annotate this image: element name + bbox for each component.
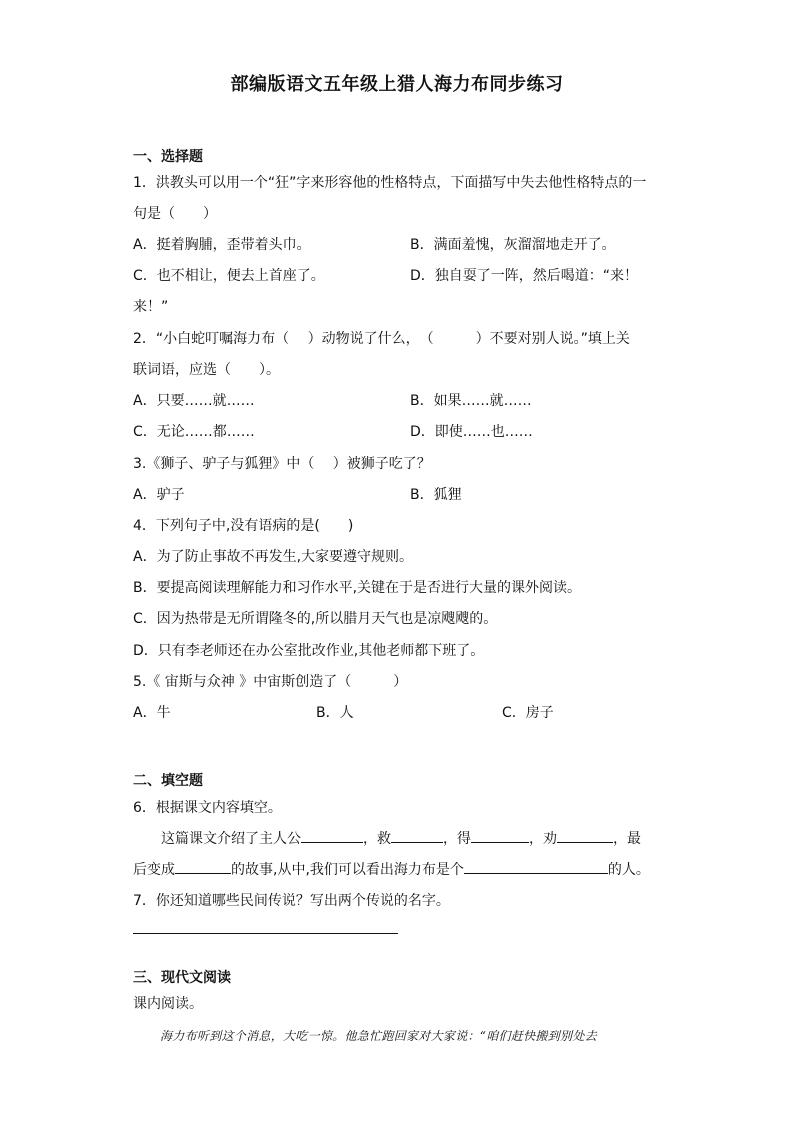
q2-option-c: C．无论……都…… [133, 424, 255, 440]
q6-blank-persuaded[interactable] [557, 828, 613, 843]
q6-text-2: ，救 [363, 831, 391, 847]
q1-option-d-continued: 来！” [133, 299, 169, 315]
q6-stem: 6．根据课文内容填空。 [133, 800, 282, 816]
q6-text-5: ，最 [613, 831, 641, 847]
q6-paragraph-line2 [133, 859, 650, 879]
q5-stem: 5.《 宙斯与众神 》中宙斯创造了（ ） [133, 674, 408, 690]
q1-option-a: A．挺着胸脯，歪带着头巾。 [133, 237, 311, 253]
q4-stem: 4．下列句子中,没有语病的是( ) [133, 518, 354, 534]
q2-stem-line2: 联词语，应选（ ）。 [133, 362, 280, 378]
q6-blank-protagonist[interactable] [301, 828, 363, 843]
q6-blank-became[interactable] [175, 859, 231, 874]
q7-answer-line[interactable] [133, 933, 398, 934]
q1-stem-line2: 句是（ ） [133, 206, 217, 222]
q5-option-c: C．房子 [502, 705, 554, 721]
q5-option-b: B．人 [316, 705, 354, 721]
q6-text-7: 的故事,从中,我们可以看出海力布是个 [231, 862, 464, 878]
q1-option-d: D．独自耍了一阵，然后喝道：“来！ [410, 268, 639, 284]
q7-stem: 7．你还知道哪些民间传说？写出两个传说的名字。 [133, 893, 450, 909]
q4-option-b: B．要提高阅读理解能力和习作水平,关键在于是否进行大量的课外阅读。 [133, 580, 582, 596]
q2-stem-line1: 2．“小白蛇叮嘱海力布（ ）动物说了什么， （ ）不要对别人说。”填上关 [133, 331, 630, 347]
q5-option-a: A．牛 [133, 705, 171, 721]
section-heading-choice: 一、选择题 [133, 149, 203, 165]
q1-option-b: B．满面羞愧，灰溜溜地走开了。 [410, 237, 616, 253]
q6-text-3: ，得 [443, 831, 471, 847]
page-title: 部编版语文五年级上猎人海力布同步练习 [230, 74, 564, 95]
q6-blank-saved[interactable] [391, 828, 443, 843]
q6-paragraph-line1 [161, 828, 641, 848]
q6-text-8: 的人。 [607, 862, 650, 878]
q3-option-b: B．狐狸 [410, 487, 462, 503]
q6-blank-character[interactable] [464, 859, 608, 874]
reading-passage: 海力布听到这个消息，大吃一惊。他急忙跑回家对大家说：“咱们赶快搬到别处去 [160, 1029, 597, 1043]
q4-option-a: A．为了防止事故不再发生,大家要遵守规则。 [133, 549, 414, 565]
q6-text-1: 这篇课文介绍了主人公 [161, 831, 301, 847]
q2-option-a: A．只要……就…… [133, 393, 255, 409]
q6-blank-obtained[interactable] [471, 828, 529, 843]
q2-option-b: B．如果……就…… [410, 393, 532, 409]
section-heading-reading: 三、现代文阅读 [133, 970, 231, 986]
q4-option-d: D．只有李老师还在办公室批改作业,其他老师都下班了。 [133, 643, 485, 659]
q3-stem: 3.《狮子、驴子与狐狸》中（ ）被狮子吃了？ [133, 456, 431, 472]
q1-option-c: C．也不相让，便去上首座了。 [133, 268, 325, 284]
section-heading-fill: 二、填空题 [133, 773, 203, 789]
q1-stem-line1: 1．洪教头可以用一个“狂”字来形容他的性格特点，下面描写中失去他性格特点的一 [133, 175, 647, 191]
q3-option-a: A．驴子 [133, 487, 185, 503]
q6-text-4: ，劝 [529, 831, 557, 847]
q4-option-c: C．因为热带是无所谓隆冬的,所以腊月天气也是凉飕飕的。 [133, 611, 498, 627]
reading-intro: 课内阅读。 [133, 996, 203, 1012]
q2-option-d: D．即使……也…… [410, 424, 533, 440]
q6-text-6: 后变成 [133, 862, 175, 878]
